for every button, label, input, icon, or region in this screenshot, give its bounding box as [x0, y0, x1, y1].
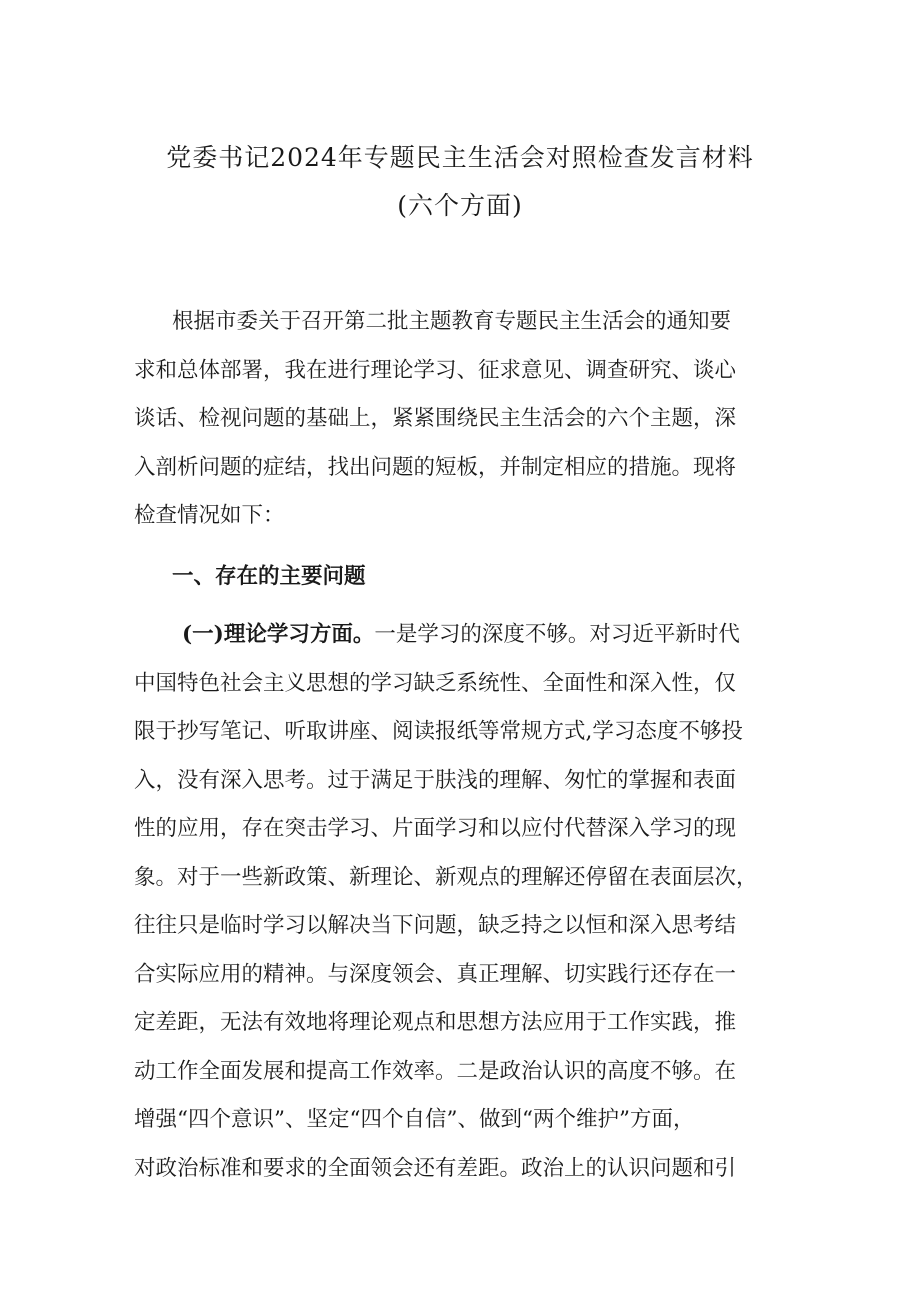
paragraph-line: 入剖析问题的症结，找出问题的短板，并制定相应的措施。现将 — [134, 454, 737, 480]
paragraph-line: 限于抄写笔记、听取讲座、阅读报纸等常规方式,学习态度不够投 — [134, 719, 743, 744]
section-heading: 一、存在的主要问题 — [172, 564, 366, 589]
paragraph-line: 往往只是临时学习以解决当下问题，缺乏持之以恒和深入思考结 — [134, 913, 737, 938]
paragraph-line: 象。对于一些新政策、新理论、新观点的理解还停留在表面层次， — [134, 864, 758, 890]
paragraph-line: 合实际应用的精神。与深度领会、真正理解、切实践行还存在一 — [134, 961, 737, 987]
document-subtitle: (六个方面) — [397, 191, 523, 220]
paragraph-line: 谈话、检视问题的基础上，紧紧围绕民主生活会的六个主题，深 — [134, 406, 737, 431]
paragraph-line: 动工作全面发展和提高工作效率。二是政治认识的高度不够。在 — [134, 1058, 737, 1084]
paragraph-line: 入，没有深入思考。过于满足于肤浅的理解、匆忙的掌握和表面 — [134, 767, 737, 793]
subsection-paragraph — [134, 611, 794, 1193]
paragraph-line: 对政治标准和要求的全面领会还有差距。政治上的认识问题和引 — [134, 1155, 737, 1181]
paragraph-line — [134, 611, 794, 660]
subsection-label: (一)理论学习方面。 — [182, 622, 375, 647]
paragraph-line: 定差距，无法有效地将理论观点和思想方法应用于工作实践，推 — [134, 1010, 737, 1035]
paragraph-line-text: 一是学习的深度不够。对习近平新时代 — [374, 622, 740, 647]
paragraph-line: 根据市委关于召开第二批主题教育专题民主生活会的通知要 — [172, 309, 732, 334]
paragraph-line: 性的应用，存在突击学习、片面学习和以应付代替深入学习的现 — [134, 816, 737, 841]
paragraph-line: 中国特色社会主义思想的学习缺乏系统性、全面性和深入性，仅 — [134, 670, 737, 696]
paragraph-line: 增强“四个意识”、坚定“四个自信”、做到“两个维护”方面， — [134, 1107, 695, 1132]
paragraph-line: 检查情况如下： — [134, 503, 285, 528]
paragraph-line: 求和总体部署，我在进行理论学习、征求意见、调查研究、谈心 — [134, 357, 737, 383]
document-title: 党委书记2024年专题民主生活会对照检查发言材料 — [166, 143, 754, 172]
intro-paragraph — [134, 298, 794, 541]
